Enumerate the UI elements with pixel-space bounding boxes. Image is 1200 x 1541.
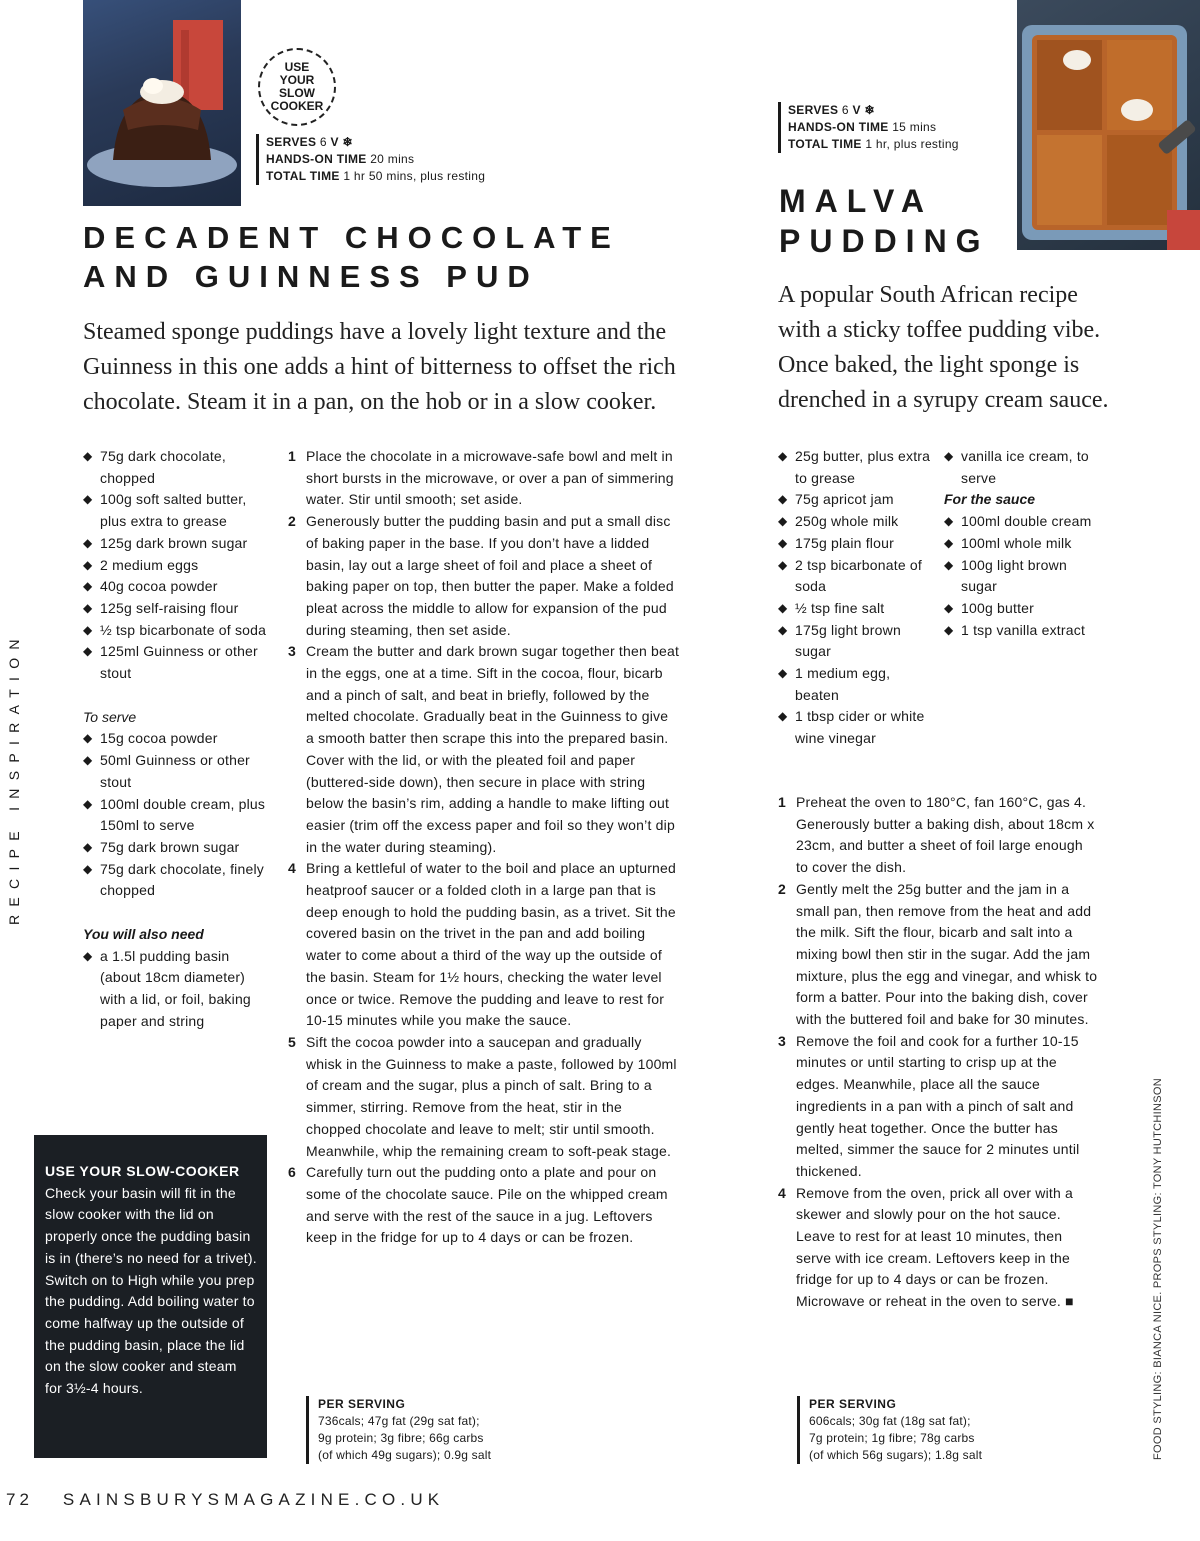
ingredient-item: ◆ 75g dark chocolate, chopped: [83, 446, 273, 489]
serve-item: ◆ 50ml Guinness or other stout: [83, 750, 273, 793]
nutrition-line: (of which 56g sugars); 1.8g salt: [809, 1448, 983, 1462]
method-step: [778, 879, 1098, 1031]
method-step: [288, 446, 680, 511]
badge-text: SLOW: [278, 86, 315, 100]
method-step: [288, 858, 680, 1032]
step-number: 6: [288, 1164, 296, 1181]
left-recipe-intro: Steamed sponge puddings have a lovely light texture and the Guinness in this one adds a hint of bitterness to offset the rich chocolate. Steam it in a pan, on the hob or in a slow cooker.: [83, 319, 676, 415]
nutrition-line: 9g protein; 3g fibre; 66g carbs: [318, 1431, 484, 1445]
hands-on-label: HANDS-ON TIME: [266, 152, 367, 166]
left-recipe-meta: [256, 134, 485, 185]
ingredient-list: [83, 446, 273, 685]
hands-on-value: 15 mins: [892, 120, 937, 134]
right-ingredients-col2: [944, 446, 1094, 641]
page-footer: [6, 1490, 444, 1510]
per-serving-label: PER SERVING: [318, 1397, 406, 1411]
equipment-item: ◆ a 1.5l pudding basin (about 18cm diameter) with a lid, or foil, baking paper and string: [83, 946, 273, 1033]
serves-value: 6: [319, 135, 327, 149]
hands-on-label: HANDS-ON TIME: [788, 120, 889, 134]
sauce-item: ◆ 100ml double cream: [944, 511, 1094, 533]
left-recipe-title: [83, 218, 703, 296]
sauce-heading: For the sauce: [944, 491, 1036, 508]
title-line: MALVA: [779, 183, 934, 219]
method-step: [778, 792, 1098, 879]
total-time-value: 1 hr 50 mins, plus resting: [343, 169, 486, 183]
diet-icons: V ❄: [852, 103, 875, 117]
ingredient-item: ◆ 175g light brown sugar: [778, 620, 938, 663]
nutrition-line: (of which 49g sugars); 0.9g salt: [318, 1448, 492, 1462]
to-serve-heading: To serve: [83, 708, 137, 725]
sauce-item: ◆ 100ml whole milk: [944, 533, 1094, 555]
per-serving-label: PER SERVING: [809, 1397, 897, 1411]
badge-text: COOKER: [270, 99, 324, 113]
tip-heading: USE YOUR SLOW-COOKER: [45, 1163, 240, 1179]
right-recipe-intro: A popular South African recipe with a sticky toffee pudding vibe. Once baked, the light sponge is drenched in a syrupy cream sauce.: [778, 282, 1109, 413]
step-number: 1: [778, 794, 786, 810]
badge-text: YOUR: [279, 73, 315, 87]
step-number: 4: [778, 1184, 786, 1201]
method-step: [288, 511, 680, 641]
website-link[interactable]: SAINSBURYSMAGAZINE.CO.UK: [62, 1490, 445, 1509]
serve-item: ◆ 100ml double cream, plus 150ml to serve: [83, 794, 273, 837]
title-line: AND GUINNESS PUD: [83, 259, 539, 294]
title-line: PUDDING: [779, 223, 990, 259]
tip-text: Check your basin will fit in the slow cooker with the lid on properly once the pudding basin is in (there’s no need for a trivet). Switch on to High while you prep the pudding. Add boiling water to come halfway up the outside of the pudding basin, place the lid on the slow cooker and steam for 3½-4 hours.: [45, 1184, 257, 1397]
ingredient-list: [778, 446, 938, 750]
ingredient-item: ◆ vanilla ice cream, to serve: [944, 446, 1094, 489]
method-step: [288, 1032, 680, 1162]
sauce-item: ◆ 100g light brown sugar: [944, 555, 1094, 598]
ingredient-item: ◆ 75g apricot jam: [778, 489, 938, 511]
nutrition-line: 7g protein; 1g fibre; 78g carbs: [809, 1431, 975, 1445]
step-number: 2: [778, 880, 786, 897]
step-text: Bring a kettleful of water to the boil and place an upturned heatproof saucer or a folded cloth in a large pan that is deep enough to hold the pudding basin, as a trivet. Sit the covered basin on the trivet in the pan and add boiling water to come about a third of the way up the outside of the basin. Steam for 1½ hours, checking the water level once or twice. Remove the pudding and leave to rest for 10-15 minutes while you make the sauce.: [306, 860, 677, 1029]
nutrition-line: 736cals; 47g fat (29g sat fat);: [318, 1414, 480, 1428]
slow-cooker-badge: [258, 48, 336, 126]
method-steps: [288, 446, 680, 1249]
ingredient-item: ◆ 2 medium eggs: [83, 555, 273, 577]
step-text: Carefully turn out the pudding onto a plate and pour on some of the chocolate sauce. Pile on the whipped cream and serve with the rest of the sauce in a jug. Leftovers keep in the fridge for up to 4 days or can be frozen.: [306, 1164, 668, 1246]
serves-label: SERVES: [788, 103, 839, 117]
method-steps: [778, 792, 1098, 1313]
method-step: [288, 641, 680, 858]
serve-item: ◆ 75g dark chocolate, finely chopped: [83, 859, 273, 902]
right-recipe-title: [779, 181, 1019, 261]
title-line: DECADENT CHOCOLATE: [83, 220, 620, 255]
serve-item: ◆ 15g cocoa powder: [83, 728, 273, 750]
serve-list: [83, 728, 273, 902]
hands-on-value: 20 mins: [370, 152, 415, 166]
credits-side-label: [1152, 1030, 1172, 1460]
step-text: Gently melt the 25g butter and the jam in a small pan, then remove from the heat and add the milk. Sift the flour, bicarb and salt into a mixing bowl then stir in the sugar. Add the jam mixture, plus the egg and vinegar, and whisk to form a batter. Pour into the baking dish, cover with the buttered foil and bake for 30 minutes.: [796, 880, 1098, 1028]
left-per-serving: [306, 1396, 491, 1464]
step-number: 1: [288, 448, 296, 464]
total-time-label: TOTAL TIME: [788, 137, 862, 151]
serve-item: ◆ 75g dark brown sugar: [83, 837, 273, 859]
also-need-list: [83, 946, 273, 1033]
step-number: 5: [288, 1033, 296, 1050]
ingredient-item: ◆ 125g self-raising flour: [83, 598, 273, 620]
step-text: Generously butter the pudding basin and put a small disc of baking paper in the base. If you don’t have a lidded basin, lay out a large sheet of foil and place a sheet of baking paper on top, then butter the paper. Make a folded pleat across the middle to allow for expansion of the pud during steaming, then set aside.: [306, 513, 674, 638]
ingredient-item: ◆ 1 medium egg, beaten: [778, 663, 938, 706]
step-text: Place the chocolate in a microwave-safe bowl and melt in short bursts in the microwave, or over a pan of simmering water. Stir until smooth; set aside.: [306, 448, 674, 508]
method-step: [778, 1183, 1098, 1313]
step-text: Remove from the oven, prick all over with a skewer and slowly pour on the hot sauce. Leave to rest for at least 10 minutes, then serve with ice cream. Leftovers keep in the fridge for up to 4 days or can be frozen. Microwave or reheat in the oven to serve. ■: [796, 1184, 1074, 1310]
ingredient-item: ◆ 100g soft salted butter, plus extra to grease: [83, 489, 273, 532]
page-number: 72: [6, 1490, 33, 1509]
ingredient-item: ◆ 125g dark brown sugar: [83, 533, 273, 555]
malva-pudding-photo: [1017, 0, 1200, 250]
step-number: 4: [288, 860, 296, 877]
ingredient-item: ◆ 25g butter, plus extra to grease: [778, 446, 938, 489]
sauce-item: ◆ 100g butter: [944, 598, 1094, 620]
ingredient-item: ◆ 1 tbsp cider or white wine vinegar: [778, 706, 938, 749]
step-text: Remove the foil and cook for a further 10-15 minutes or until starting to crisp up at the edges. Meanwhile, place all the sauce ingredients in a pan with a pinch of salt and gently heat together. Once the butter has melted, simmer the sauce for 2 minutes until thickened.: [796, 1032, 1080, 1179]
step-number: 3: [778, 1032, 786, 1049]
ingredient-item: ◆ 125ml Guinness or other stout: [83, 641, 273, 684]
serves-value: 6: [841, 103, 849, 117]
step-text: Cream the butter and dark brown sugar together then beat in the eggs, one at a time. Sift in the cocoa, flour, bicarb and a pinch of salt, and beat in briefly, followed by the melted chocolate. Gradually beat in the Guinness to give a smooth batter then scrape this into the prepared basin. Cover with the lid, or with the pleated foil and paper (buttered-side down), then secure in place with string below the basin’s rim, adding a handle to make lifting out easier (trim off the excess paper and foil so they won’t dip in the water during steaming).: [306, 643, 680, 855]
right-per-serving: [797, 1396, 982, 1464]
ingredient-item: ◆ 2 tsp bicarbonate of soda: [778, 555, 938, 598]
sauce-list: [944, 511, 1094, 641]
step-text: Sift the cocoa powder into a saucepan and gradually whisk in the Guinness to make a paste, followed by 100ml of cream and the sugar, plus a pinch of salt. Bring to a simmer, stirring. Remove from the heat, stir in the chopped chocolate and leave to melt; stir until smooth. Meanwhile, whip the remaining cream to soft-peak stage.: [306, 1033, 677, 1159]
side-label-text: RECIPE INSPIRATION: [6, 631, 22, 925]
right-method: [778, 792, 1098, 1313]
step-number: 3: [288, 643, 296, 660]
ingredient-item: ◆ ½ tsp bicarbonate of soda: [83, 620, 273, 642]
ingredient-item: ◆ ½ tsp fine salt: [778, 598, 938, 620]
total-time-label: TOTAL TIME: [266, 169, 340, 183]
sauce-item: ◆ 1 tsp vanilla extract: [944, 620, 1094, 642]
ingredient-item: ◆ 175g plain flour: [778, 533, 938, 555]
step-text: Preheat the oven to 180°C, fan 160°C, gas 4. Generously butter a baking dish, about 18cm x 23cm, and butter a sheet of foil large enough to cover the dish.: [796, 794, 1095, 876]
credits-text: FOOD STYLING: BIANCA NICE. PROPS STYLING: TONY HUTCHINSON: [1152, 1077, 1164, 1460]
step-number: 2: [288, 513, 296, 530]
nutrition-line: 606cals; 30g fat (18g sat fat);: [809, 1414, 971, 1428]
total-time-value: 1 hr, plus resting: [865, 137, 959, 151]
ingredient-list: [944, 446, 1094, 489]
chocolate-pudding-photo: [83, 0, 241, 206]
right-ingredients: [778, 446, 938, 750]
slow-cooker-tip-box: [34, 1135, 267, 1458]
also-need-heading: You will also need: [83, 926, 204, 943]
ingredient-item: ◆ 40g cocoa powder: [83, 576, 273, 598]
method-step: [778, 1031, 1098, 1183]
right-recipe-meta: [778, 102, 959, 153]
diet-icons: V ❄: [330, 135, 353, 149]
left-ingredients: [83, 446, 273, 1033]
serves-label: SERVES: [266, 135, 317, 149]
section-side-label: [5, 605, 25, 925]
method-step: [288, 1162, 680, 1249]
ingredient-item: ◆ 250g whole milk: [778, 511, 938, 533]
left-method: [288, 446, 680, 1249]
badge-text: USE: [284, 60, 310, 74]
